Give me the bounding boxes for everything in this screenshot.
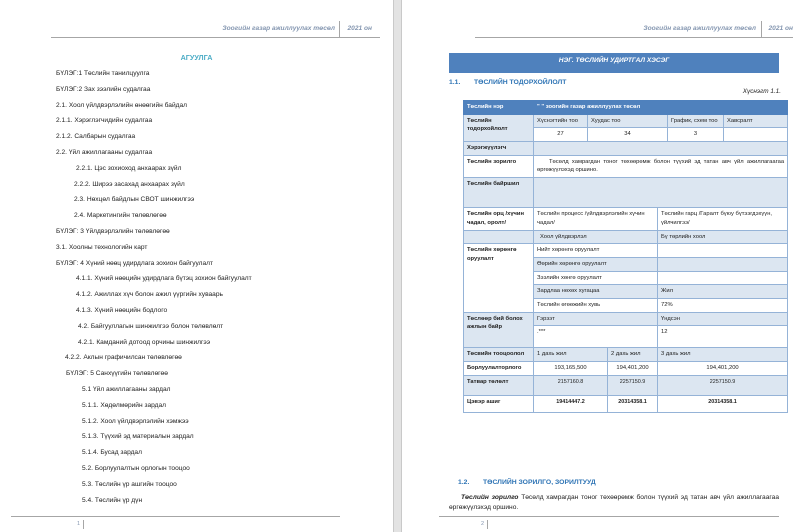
toc-entry[interactable]: 5.2. Борлуулалтын орлогын тооцоо (82, 465, 190, 472)
paragraph-lead: Төслийн зорилго (461, 494, 519, 501)
table-row (464, 312, 788, 326)
chapter-banner: НЭГ. ТӨСЛИЙН УДИРТГАЛ ХЭСЭГ (449, 53, 779, 73)
project-name-value: " " зоогийн газар ажиллуулах төсөл (534, 101, 788, 115)
profit-label: Цэвэр ашиг (464, 395, 534, 412)
definition-value: 34 (588, 128, 668, 142)
goal-label: Төслийн зорилго (464, 155, 534, 177)
page-number: 2 (481, 520, 488, 529)
toc-entry[interactable]: 4.2.2. Аклын графичилсан төлөвлөгөө (65, 354, 182, 362)
toc-entry[interactable]: 4.2. Байгууллагын шинжилгээ болон төлөвлөлт (78, 322, 224, 330)
table-row (464, 155, 788, 177)
page-footer (11, 516, 340, 530)
empty-cell (464, 230, 534, 244)
definition-header: Хүснэгтийн тоо (534, 114, 588, 128)
definition-value: 3 (668, 128, 724, 142)
sales-value: 194,401,200 (658, 362, 788, 376)
definition-header: Хуудас тоо (588, 114, 668, 128)
table-row (464, 244, 788, 258)
investment-row-value: 72% (658, 298, 788, 312)
sales-label: Борлуулалторлого (464, 362, 534, 376)
jobs-value: .*** (534, 326, 658, 348)
toc-entry[interactable]: 3.1. Хоолны технологийн карт (56, 243, 148, 251)
investment-row-value (658, 244, 788, 258)
tax-value: 2257150.9 (658, 375, 788, 395)
toc-entry[interactable]: 4.1.3. Хүний нөөцийн бодлого (76, 307, 168, 314)
table-row (464, 208, 788, 230)
jobs-value: 12 (658, 326, 788, 348)
table-row (464, 114, 788, 128)
toc-entry[interactable]: 2.4. Маркетингийн төлөвлөгөө (74, 212, 167, 220)
output-value: Бү төрлийн хоол (658, 230, 788, 244)
table-row (464, 348, 788, 362)
investment-label: Төслийн хөрөнгө оруулалт (464, 244, 534, 312)
sales-value: 193,165,500 (534, 362, 608, 376)
document-page-2 (402, 0, 793, 532)
section-number: 1.2. (458, 479, 470, 486)
investment-row-label: Өөрийн хөрөнгө оруулалт (534, 257, 658, 271)
toc-title: АГУУЛГА (180, 53, 213, 62)
process-value: Хоол үйлдвэрлэл (534, 230, 658, 244)
toc-entry[interactable]: 5.1.2. Хоол үйлдвэрлэлийн хэмжээ (82, 417, 189, 425)
toc-entry[interactable]: 2.2. Үйл ажиллагааны судалгаа (56, 149, 153, 156)
tax-value: 2257150.9 (608, 375, 658, 395)
toc-entry[interactable]: 2.2.2. Ширээ засахад анхаарах зүйл (74, 180, 185, 188)
toc-entry[interactable]: 5.1.4. Бусад зардал (82, 449, 142, 457)
header-title: Зоогийн газар ажиллуулах төсөл (643, 25, 756, 32)
budget-header: 2 дахь жил (608, 348, 658, 362)
sales-value: 194,401,200 (608, 362, 658, 376)
toc-entry[interactable]: 5.1.3. Түүхий эд материалын зардал (82, 433, 194, 441)
document-page-1 (0, 0, 393, 532)
toc-entry[interactable]: 2.1.1. Хэрэглэгчидийн судалгаа (56, 117, 153, 125)
jobs-label: Төслөөр бий болох ажлын байр (464, 312, 534, 348)
header-title: Зоогийн газар ажиллуулах төсөл (222, 25, 335, 32)
user-label: Хэрэгжүүлэгч (464, 142, 534, 156)
investment-row-label: Төслийн өгөөжийн хувь (534, 298, 658, 312)
paragraph-text: Төсөлд хамрагдан тоног төхөөрөмж болон түүхий эд татан авч үйл ажиллагаагаа өргөжүүлэхэд оршино. (449, 494, 779, 512)
toc-entry[interactable]: 5.1 Үйл ажиллагааны зардал (82, 386, 171, 393)
budget-label: Төсвийн тооцоолол (464, 348, 534, 362)
page-number: 1 (77, 520, 84, 529)
toc-entry[interactable]: 5.4. Төслийн үр дүн (82, 496, 143, 504)
definition-value: 27 (534, 128, 588, 142)
definition-label: Төслийн тодорхойлолт (464, 114, 534, 141)
investment-row-label: Нийт хөрөнгө оруулалт (534, 244, 658, 258)
section-heading-1-2 (458, 479, 596, 486)
tax-label: Татвар төлөлт (464, 375, 534, 395)
goal-value: Төсөлд хамрагдан тоног төхөөрөмж болон түүхий эд татан авч үйл ажиллагаагаа өргөжүүлэхэд оршино. (534, 155, 788, 177)
header-year: 2021 он (347, 25, 372, 32)
tax-value: 2157160.8 (534, 375, 608, 395)
table-row (464, 230, 788, 244)
output-header: Төслийн гарц /Гаралт бүюу бүтээгдэхүүн, үйлчилгээ/ (658, 208, 788, 230)
definition-value (724, 128, 788, 142)
jobs-header: Гэрээт (534, 312, 658, 326)
input-label: Төслийн орц /хүчин чадал, оролт/ (464, 208, 534, 230)
page-gap (393, 0, 402, 532)
table-row (464, 375, 788, 395)
section-title: ТӨСЛИЙН ТОДОРХОЙЛОЛТ (474, 79, 567, 86)
investment-row-value (658, 271, 788, 285)
process-header: Төслийн процесс /үйлдвэрлэлийн хүчин чадал/ (534, 208, 658, 230)
jobs-header: Үндсэн (658, 312, 788, 326)
page-header (51, 21, 380, 38)
toc-entry[interactable]: БҮЛЭГ: 5 Санхүүгийн төлөвлөгөө (66, 370, 168, 378)
project-summary-table (463, 100, 788, 413)
investment-row-label: Зээлийн хөнгө оруулалт (534, 271, 658, 285)
project-name-label: Төслийн нэр (464, 101, 534, 115)
page-header (475, 21, 793, 38)
toc-entry[interactable]: 4.1.2. Ажиллах хүч болон ажил үүргийн хуваарь (76, 291, 223, 299)
profit-value: 19414447.2 (534, 395, 608, 412)
table-row (464, 142, 788, 156)
body-paragraph (449, 493, 779, 513)
investment-row-value: Жил (658, 285, 788, 299)
toc-entry[interactable]: БҮЛЭГ: 3 Үйлдвэрлэлийн төлөвлөгөө (56, 228, 170, 235)
user-value (534, 142, 788, 156)
investment-row-label: Зардлаа нөхөх хугацаа (534, 285, 658, 299)
page-footer (439, 516, 779, 530)
toc-entry[interactable]: 4.2.1. Камданий дотоод орчины шинжилгээ (78, 338, 211, 346)
definition-header: Хавсралт (724, 114, 788, 128)
toc-entry[interactable]: 5.1.1. Хөдөлмөрийн зардал (82, 401, 167, 409)
toc-entry[interactable]: 2.2.1. Цэс зохиоход анхаарах зүйл (76, 164, 182, 172)
toc-entry[interactable]: 2.1.2. Салбарын судалгаа (56, 133, 136, 141)
toc-entry[interactable]: 4.1.1. Хүний нөөцийн удирдлага бүтэц зохион байгуулалт (76, 275, 252, 283)
section-heading-1-1 (449, 79, 566, 86)
location-label: Төслийн байршил (464, 178, 534, 208)
table-row (464, 101, 788, 115)
table-row (464, 178, 788, 208)
location-value (534, 178, 788, 208)
toc-entry[interactable]: 2.3. Нөхцөл байдлын СВОТ шинжилгээ (74, 196, 195, 204)
table-caption: Хүснэгт 1.1. (742, 88, 781, 95)
budget-header: 3 дахь жил (658, 348, 788, 362)
definition-header: График, схем тоо (668, 114, 724, 128)
toc-entry[interactable]: 2.1. Хоол үйлдвэрлэлийн өнөөгийн байдал (56, 101, 187, 109)
section-number: 1.1. (449, 79, 461, 86)
budget-header: 1 дахь жил (534, 348, 608, 362)
table-row (464, 362, 788, 376)
toc-entry[interactable]: БҮЛЭГ: 4 Хүний нөөц удирдлага зохион байгуулалт (56, 259, 214, 267)
toc-entry[interactable]: 5.3. Төслийн үр ашгийн тооцоо (82, 480, 177, 488)
toc-entry[interactable]: БҮЛЭГ:2 Зах зээлийн судалгаа (56, 85, 151, 93)
header-divider (339, 21, 340, 38)
table-row (464, 395, 788, 412)
header-divider (761, 21, 762, 38)
toc-entry[interactable]: БҮЛЭГ:1 Төслийн танилцуулга (56, 70, 150, 77)
header-year: 2021 он (768, 25, 793, 32)
profit-value: 20314358.1 (608, 395, 658, 412)
investment-row-value (658, 257, 788, 271)
profit-value: 20314358.1 (658, 395, 788, 412)
section-title: ТӨСЛИЙН ЗОРИЛГО, ЗОРИЛТУУД (483, 479, 596, 486)
